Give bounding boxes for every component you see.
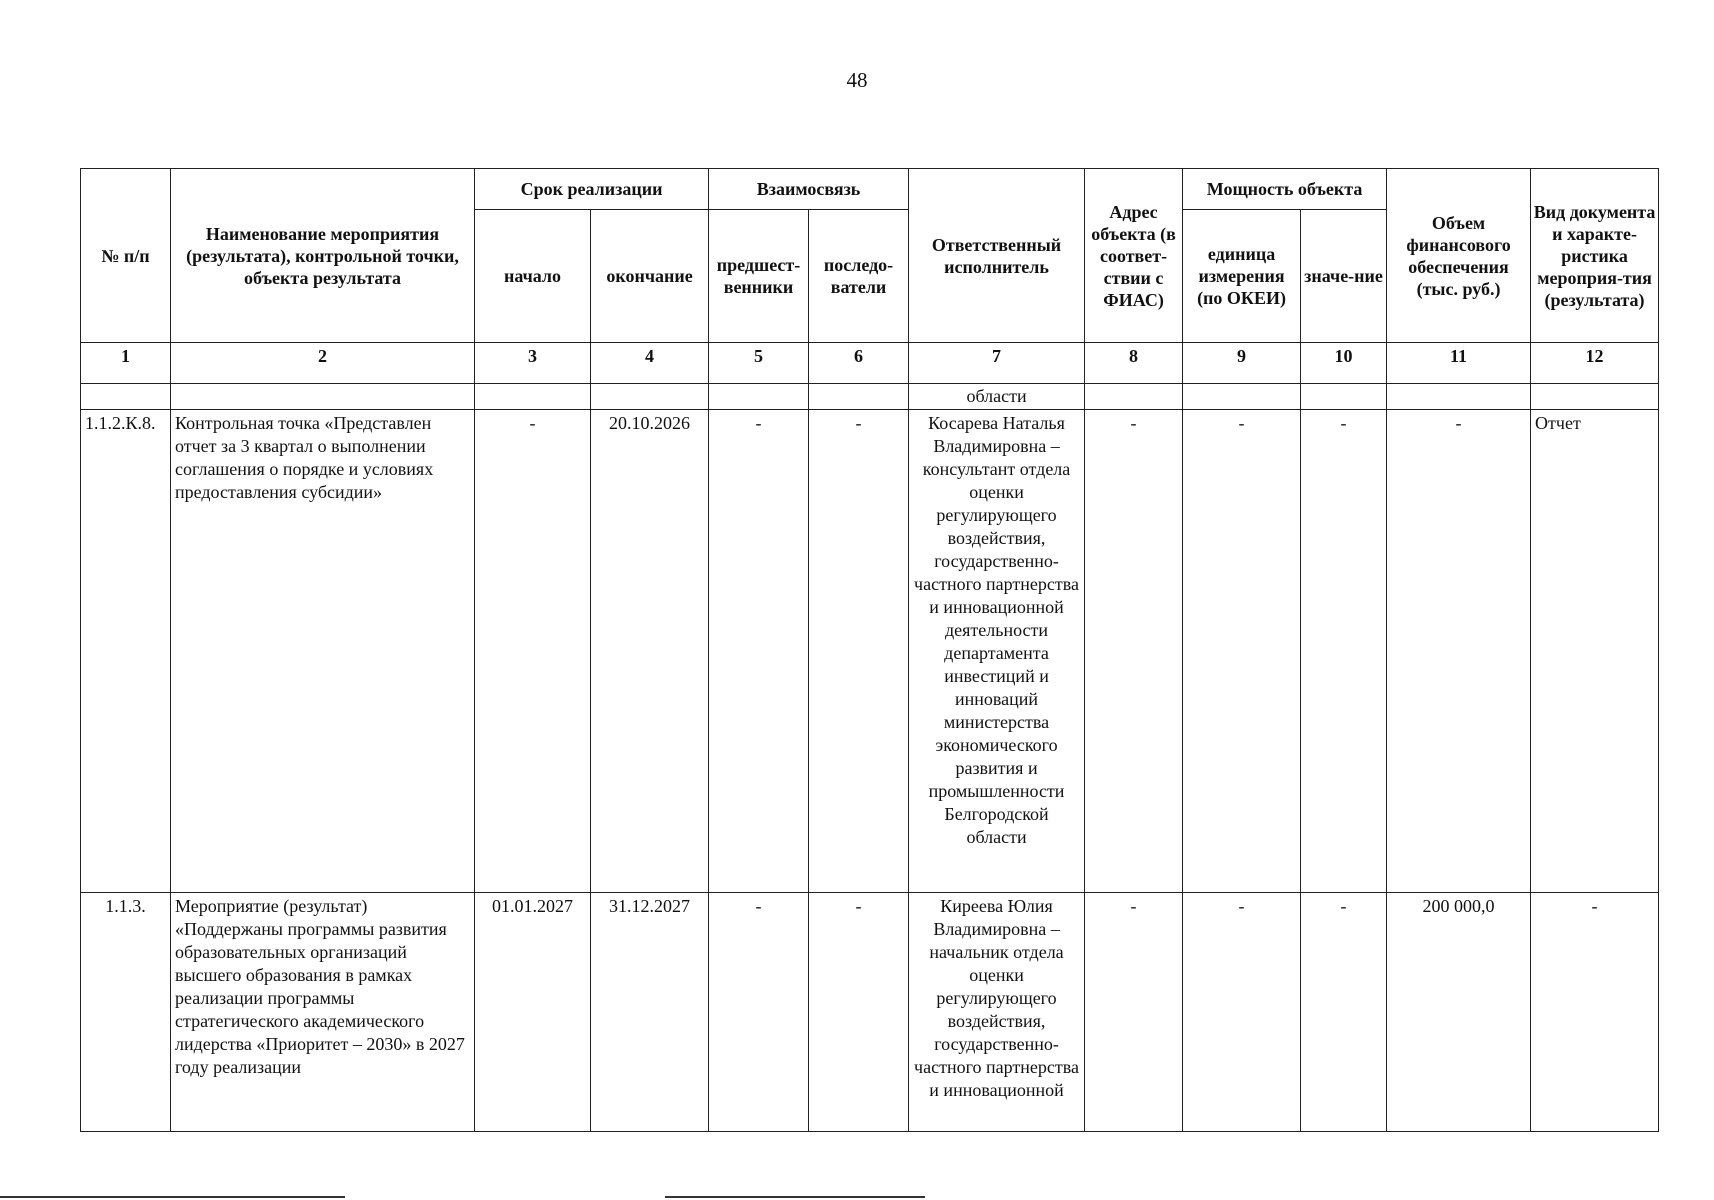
header-unit: единица измерения (по ОКЕИ) [1183, 210, 1301, 343]
header-doc-type: Вид документа и характе-ристика мероприя-тия (результата) [1531, 169, 1659, 343]
empty-cell [1531, 384, 1659, 410]
column-number: 5 [709, 343, 809, 384]
row-unit: - [1183, 893, 1301, 1132]
empty-cell [81, 384, 171, 410]
column-number: 6 [809, 343, 909, 384]
empty-cell [709, 384, 809, 410]
empty-cell [1085, 384, 1183, 410]
row-start: - [475, 410, 591, 893]
header-row-top [81, 169, 1659, 210]
column-number: 7 [909, 343, 1085, 384]
column-numbers-row [81, 343, 1659, 384]
table-row [81, 893, 1659, 1132]
column-number: 3 [475, 343, 591, 384]
scan-edge-line [665, 1196, 925, 1198]
header-end: окончание [591, 210, 709, 343]
header-period: Срок реализации [475, 169, 709, 210]
row-responsible: Киреева Юлия Владимировна – начальник отдела оценки регулирующего воздействия, государственно-частного партнерства и инновационной [909, 893, 1085, 1132]
row-start: 01.01.2027 [475, 893, 591, 1132]
page-number: 48 [846, 68, 868, 92]
header-start: начало [475, 210, 591, 343]
row-value: - [1301, 410, 1387, 893]
empty-cell [1183, 384, 1301, 410]
column-number: 2 [171, 343, 475, 384]
row-name: Контрольная точка «Представлен отчет за 3 квартал о выполнении соглашения о порядке и условиях предоставления субсидии» [171, 410, 475, 893]
row-predecessors: - [709, 893, 809, 1132]
table-row [81, 410, 1659, 893]
row-doc-type: Отчет [1531, 410, 1659, 893]
row-successors: - [809, 893, 909, 1132]
row-end: 31.12.2027 [591, 893, 709, 1132]
column-number: 10 [1301, 343, 1387, 384]
row-predecessors: - [709, 410, 809, 893]
header-responsible: Ответственный исполнитель [909, 169, 1085, 343]
empty-cell [475, 384, 591, 410]
header-address: Адрес объекта (в соответ-ствии с ФИАС) [1085, 169, 1183, 343]
row-name: Мероприятие (результат) «Поддержаны программы развития образовательных организаций высшего образования в рамках реализации программы стратегического академического лидерства «Приоритет – 2030» в 2027 году реализации [171, 893, 475, 1132]
header-capacity: Мощность объекта [1183, 169, 1387, 210]
row-address: - [1085, 410, 1183, 893]
continuation-row [81, 384, 1659, 410]
continuation-responsible: области [909, 384, 1085, 410]
row-doc-type: - [1531, 893, 1659, 1132]
scan-edge-line [0, 1196, 345, 1198]
row-funding: - [1387, 410, 1531, 893]
header-name: Наименование мероприятия (результата), контрольной точки, объекта результата [171, 169, 475, 343]
row-value: - [1301, 893, 1387, 1132]
row-num: 1.1.3. [81, 893, 171, 1132]
activities-table [80, 168, 1659, 1132]
header-value: значе-ние [1301, 210, 1387, 343]
column-number: 1 [81, 343, 171, 384]
row-responsible: Косарева Наталья Владимировна – консультант отдела оценки регулирующего воздействия, государственно-частного партнерства и инновационной деятельности департамента инвестиций и инноваций министерства экономического развития и промышленности Белгородской области [909, 410, 1085, 893]
column-number: 4 [591, 343, 709, 384]
row-address: - [1085, 893, 1183, 1132]
row-funding: 200 000,0 [1387, 893, 1531, 1132]
column-number: 12 [1531, 343, 1659, 384]
empty-cell [809, 384, 909, 410]
row-unit: - [1183, 410, 1301, 893]
empty-cell [171, 384, 475, 410]
header-predecessors: предшест-венники [709, 210, 809, 343]
header-funding: Объем финансового обеспечения (тыс. руб.) [1387, 169, 1531, 343]
column-number: 11 [1387, 343, 1531, 384]
column-number: 9 [1183, 343, 1301, 384]
row-successors: - [809, 410, 909, 893]
empty-cell [591, 384, 709, 410]
empty-cell [1387, 384, 1531, 410]
header-num: № п/п [81, 169, 171, 343]
column-number: 8 [1085, 343, 1183, 384]
header-successors: последо-ватели [809, 210, 909, 343]
empty-cell [1301, 384, 1387, 410]
row-end: 20.10.2026 [591, 410, 709, 893]
header-relation: Взаимосвязь [709, 169, 909, 210]
row-num: 1.1.2.К.8. [81, 410, 171, 893]
